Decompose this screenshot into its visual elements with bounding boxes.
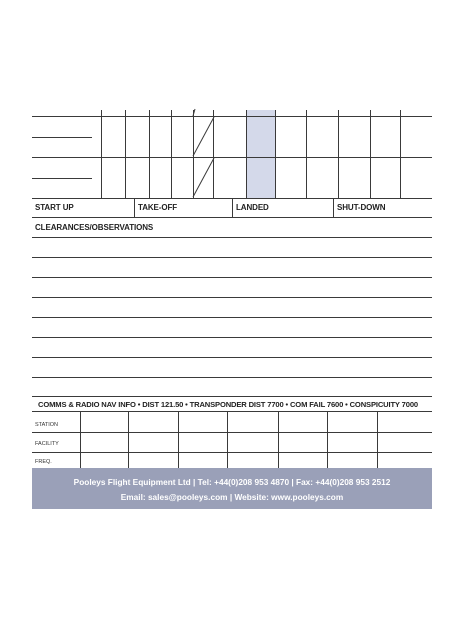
station-label: STATION	[35, 422, 59, 428]
footer-phone-line: Pooleys Flight Equipment Ltd | Tel: +44(0)208 953 4870 | Fax: +44(0)208 953 2512	[73, 477, 391, 487]
highlight-column	[246, 110, 275, 198]
comms-title: COMMS & RADIO NAV INFO • DIST 121.50 • TRANSPONDER DIST 7700 • COM FAIL 7600 • CONSPICUITY 7000	[38, 400, 418, 409]
landed-label: LANDED	[236, 203, 269, 212]
diagonal-strokes	[190, 108, 220, 200]
start-up-label: START UP	[35, 203, 74, 212]
shut-down-label: SHUT-DOWN	[337, 203, 386, 212]
contact-footer	[32, 468, 432, 509]
footer-web-line: Email: sales@pooleys.com | Website: www.pooleys.com	[120, 492, 344, 502]
take-off-label: TAKE-OFF	[138, 203, 178, 212]
facility-label: FACILITY	[35, 441, 59, 447]
freq-label: FREQ.	[35, 459, 52, 465]
clearances-title: CLEARANCES/OBSERVATIONS	[35, 223, 154, 232]
